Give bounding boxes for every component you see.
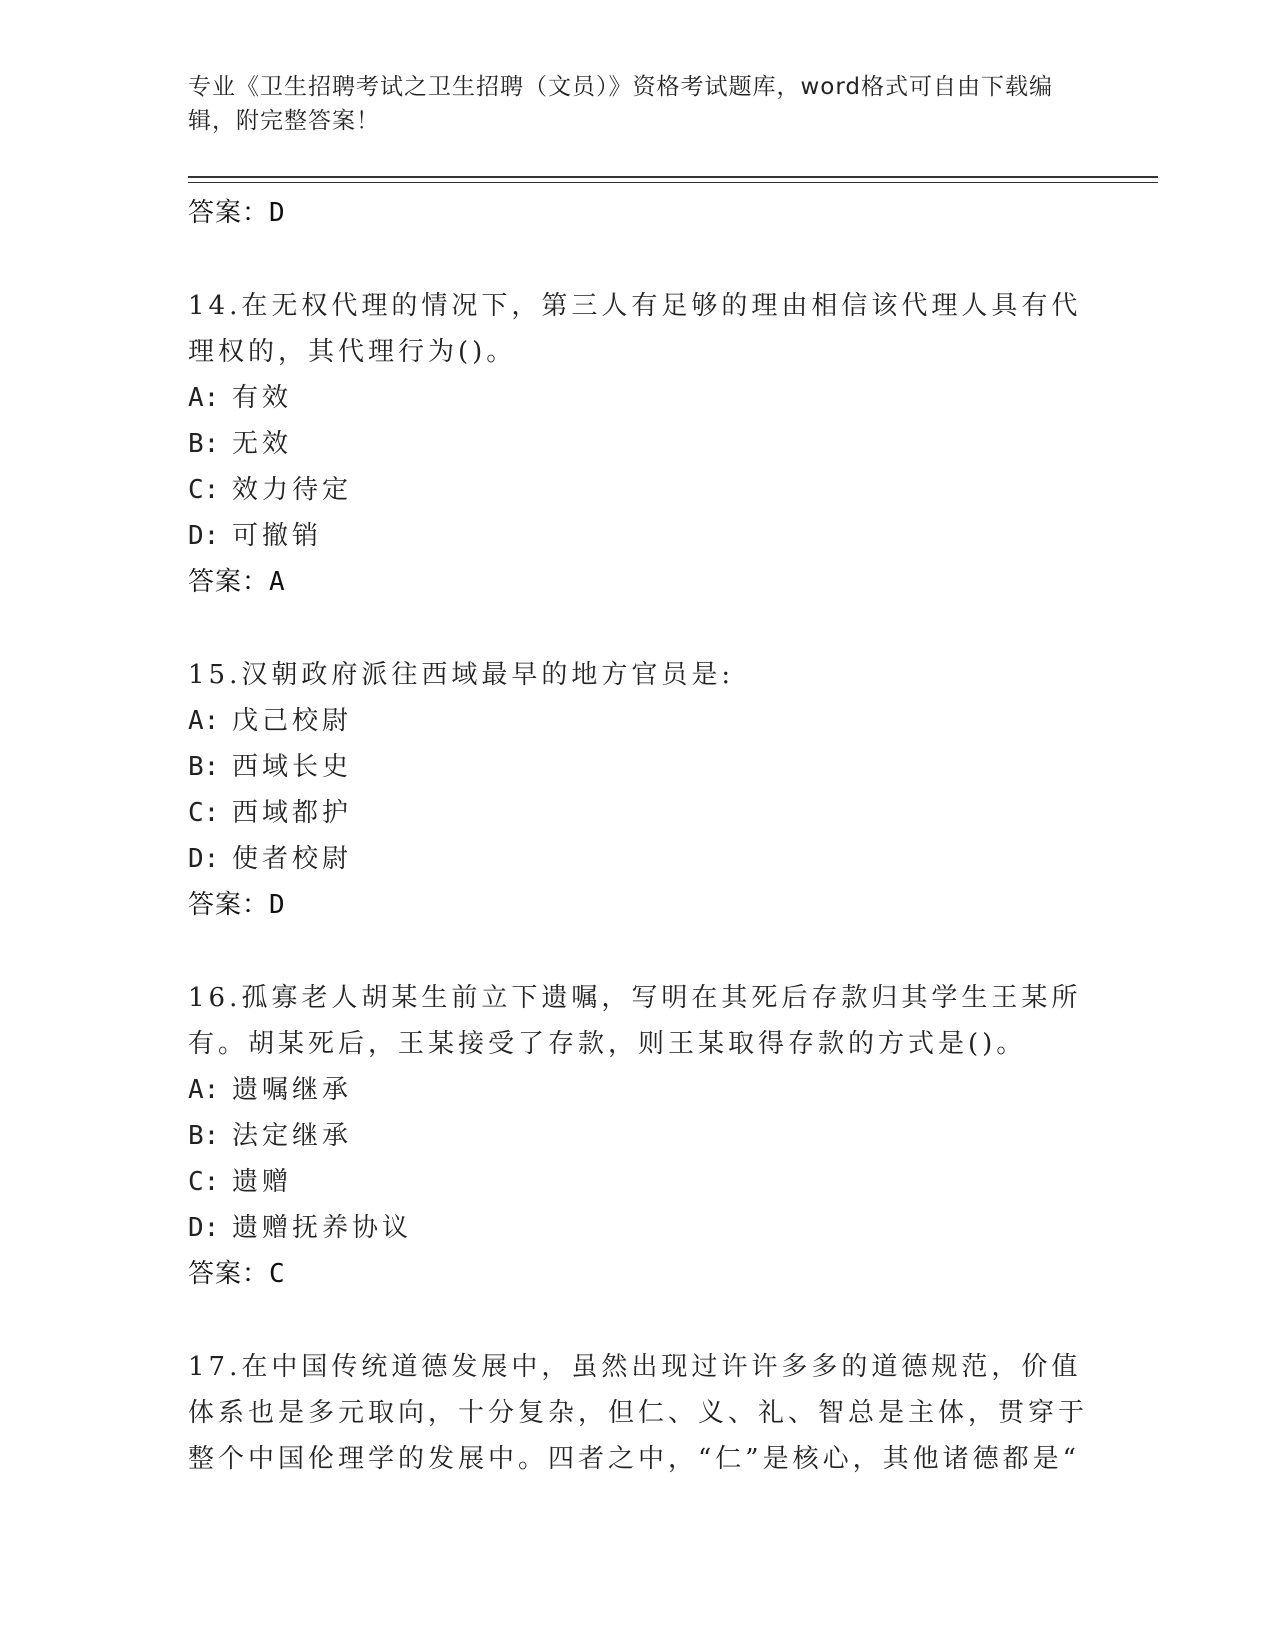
answer-line — [188, 190, 1088, 236]
option-key: C: — [188, 475, 220, 505]
question-14-option-b — [188, 421, 1088, 467]
option-key: C: — [188, 798, 220, 828]
answer-label: 答案： — [188, 890, 270, 920]
document-header: 专业《卫生招聘考试之卫生招聘（文员）》资格考试题库，word格式可自由下载编辑，附完整答案！ — [188, 74, 1054, 134]
option-text: 有效 — [232, 383, 293, 413]
question-16-option-d — [188, 1205, 1088, 1251]
question-15-option-c — [188, 790, 1088, 836]
option-text: 遗赠 — [232, 1167, 293, 1197]
option-text: 西域都护 — [232, 798, 353, 828]
question-16-text: 16.孤寡老人胡某生前立下遗嘱，写明在其死后存款归其学生王某所有。胡某死后，王某接受了存款，则王某取得存款的方式是()。 — [188, 983, 1082, 1059]
option-key: B: — [188, 1121, 220, 1151]
option-key: D: — [188, 1213, 220, 1243]
question-16-option-a — [188, 1067, 1088, 1113]
option-text: 遗嘱继承 — [232, 1075, 353, 1105]
question-15-answer — [188, 882, 1088, 928]
question-14-option-c — [188, 467, 1088, 513]
option-text: 戊己校尉 — [232, 706, 353, 736]
answer-value: D — [269, 890, 286, 920]
option-text: 遗赠抚养协议 — [232, 1213, 413, 1243]
answer-value: C — [269, 1259, 286, 1289]
option-key: D: — [188, 521, 220, 551]
option-key: A: — [188, 383, 220, 413]
question-15-option-a — [188, 698, 1088, 744]
option-text: 无效 — [232, 429, 293, 459]
question-16-answer — [188, 1251, 1088, 1297]
question-14-text: 14.在无权代理的情况下，第三人有足够的理由相信该代理人具有代理权的，其代理行为()。 — [188, 291, 1082, 367]
option-key: D: — [188, 844, 220, 874]
question-17-text: 17.在中国传统道德发展中，虽然出现过许许多多的道德规范，价值体系也是多元取向，十分复杂，但仁、义、礼、智总是主体，贯穿于整个中国伦理学的发展中。四者之中，“仁”是核心，其他诸德都是“ — [188, 1352, 1089, 1474]
question-15-option-d — [188, 836, 1088, 882]
question-list — [188, 190, 1088, 1482]
option-text: 使者校尉 — [232, 844, 353, 874]
answer-label: 答案： — [188, 1259, 270, 1289]
answer-value: A — [269, 567, 286, 597]
question-14-option-d — [188, 513, 1088, 559]
option-text: 法定继承 — [232, 1121, 353, 1151]
header-divider-thick — [188, 176, 1158, 178]
option-text: 效力待定 — [232, 475, 353, 505]
question-15-option-b — [188, 744, 1088, 790]
option-key: C: — [188, 1167, 220, 1197]
answer-label: 答案： — [188, 198, 270, 228]
answer-value: D — [269, 198, 286, 228]
option-text: 可撤销 — [232, 521, 323, 551]
option-key: B: — [188, 429, 220, 459]
question-16-option-c — [188, 1159, 1088, 1205]
header-divider-thin — [188, 182, 1158, 183]
question-16-option-b — [188, 1113, 1088, 1159]
question-15-text: 15.汉朝政府派往西域最早的地方官员是: — [188, 660, 735, 690]
question-14-answer — [188, 559, 1088, 605]
option-key: A: — [188, 1075, 220, 1105]
option-key: A: — [188, 706, 220, 736]
question-14-option-a — [188, 375, 1088, 421]
option-key: B: — [188, 752, 220, 782]
answer-label: 答案： — [188, 567, 270, 597]
option-text: 西域长史 — [232, 752, 353, 782]
